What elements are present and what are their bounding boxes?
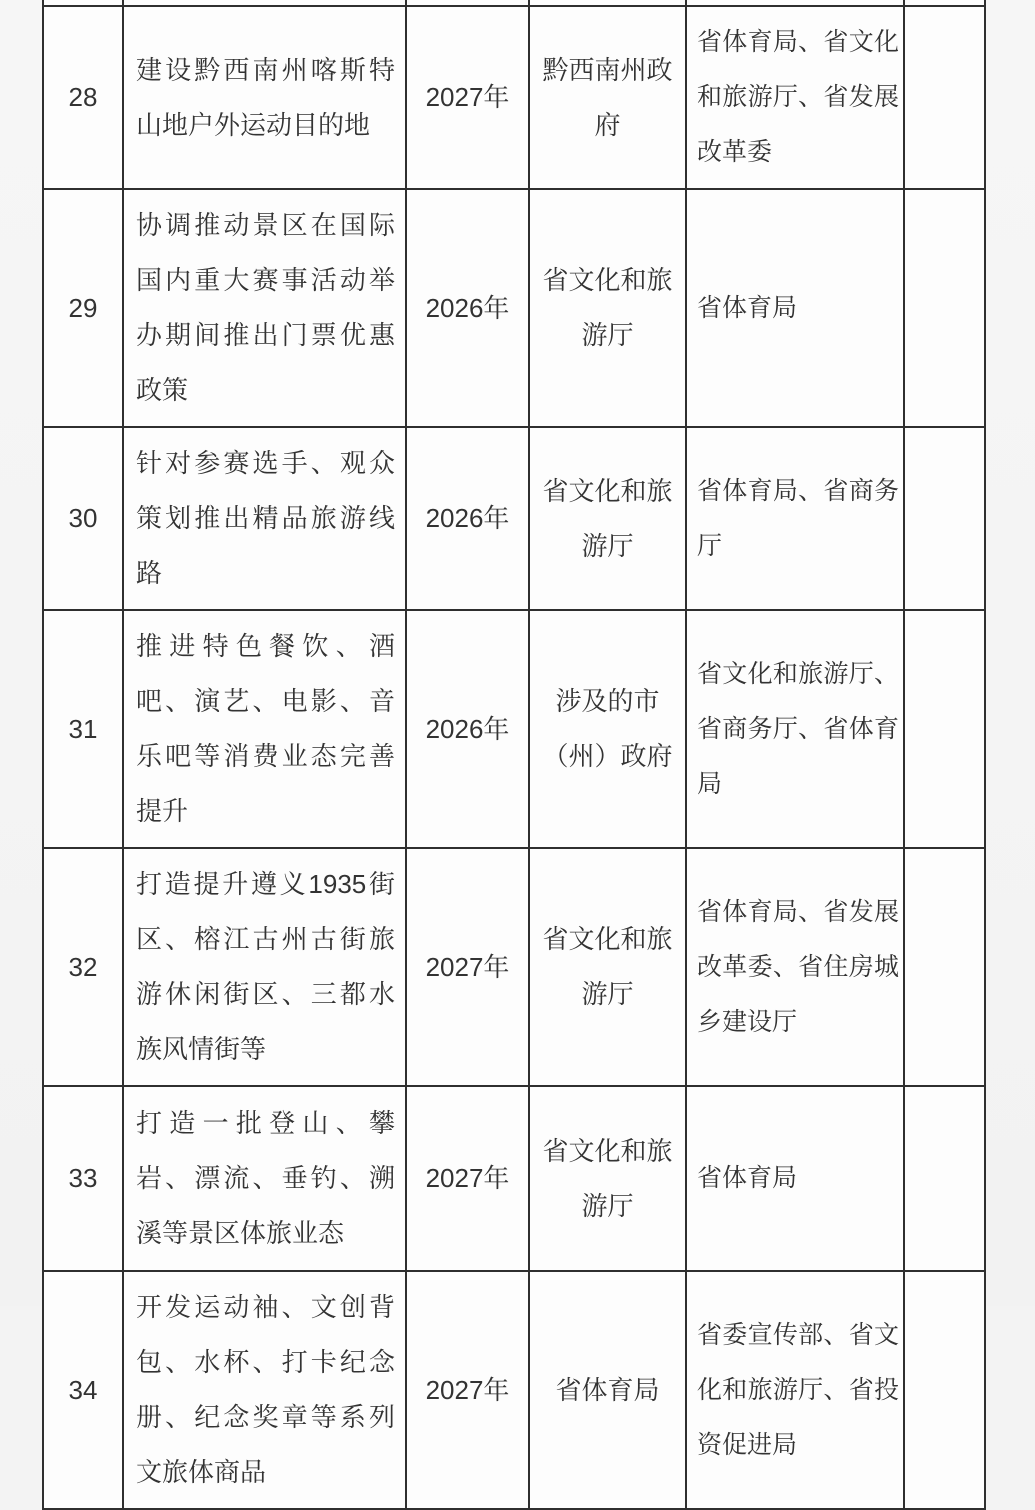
- table-row: [43, 189, 985, 427]
- task-cell: 打造一批登山、攀岩、漂流、垂钓、溯溪等景区体旅业态: [123, 1086, 406, 1271]
- row-number-cell: 30: [43, 427, 123, 610]
- empty-cell: [904, 427, 985, 610]
- table-row: [43, 610, 985, 848]
- coop-unit-cell: 省体育局、省商务厅: [686, 427, 904, 610]
- year-cell: 2027年: [406, 1086, 529, 1271]
- year-cell: 2027年: [406, 848, 529, 1086]
- action-plan-table: [42, 0, 986, 1510]
- lead-unit-cell: 黔西南州政府: [529, 6, 686, 189]
- row-number-cell: 29: [43, 189, 123, 427]
- coop-unit-cell: 省体育局: [686, 1086, 904, 1271]
- table-row: [43, 427, 985, 610]
- task-cell: 针对参赛选手、观众策划推出精品旅游线路: [123, 427, 406, 610]
- lead-unit-cell: 省文化和旅游厅: [529, 1086, 686, 1271]
- coop-unit-cell: 省体育局、省发展改革委、省住房城乡建设厅: [686, 848, 904, 1086]
- year-cell: 2026年: [406, 427, 529, 610]
- empty-cell: [904, 610, 985, 848]
- task-cell: 打造提升遵义1935街区、榕江古州古街旅游休闲街区、三都水族风情街等: [123, 848, 406, 1086]
- task-cell: 建设黔西南州喀斯特山地户外运动目的地: [123, 6, 406, 189]
- task-cell: 开发运动袖、文创背包、水杯、打卡纪念册、纪念奖章等系列文旅体商品: [123, 1271, 406, 1509]
- coop-unit-cell: 省文化和旅游厅、省商务厅、省体育局: [686, 610, 904, 848]
- empty-cell: [904, 6, 985, 189]
- coop-unit-cell: 省委宣传部、省文化和旅游厅、省投资促进局: [686, 1271, 904, 1509]
- lead-unit-cell: 省文化和旅游厅: [529, 848, 686, 1086]
- empty-cell: [904, 1271, 985, 1509]
- table-row: [43, 6, 985, 189]
- task-cell: 协调推动景区在国际国内重大赛事活动举办期间推出门票优惠政策: [123, 189, 406, 427]
- empty-cell: [904, 189, 985, 427]
- year-cell: 2027年: [406, 6, 529, 189]
- row-number-cell: 34: [43, 1271, 123, 1509]
- table-row: [43, 848, 985, 1086]
- task-cell: 推进特色餐饮、酒吧、演艺、电影、音乐吧等消费业态完善提升: [123, 610, 406, 848]
- coop-unit-cell: 省体育局、省文化和旅游厅、省发展改革委: [686, 6, 904, 189]
- row-number-cell: 28: [43, 6, 123, 189]
- empty-cell: [904, 1086, 985, 1271]
- year-cell: 2026年: [406, 189, 529, 427]
- row-number-cell: 32: [43, 848, 123, 1086]
- empty-cell: [904, 848, 985, 1086]
- row-number-cell: 31: [43, 610, 123, 848]
- year-cell: 2026年: [406, 610, 529, 848]
- coop-unit-cell: 省体育局: [686, 189, 904, 427]
- lead-unit-cell: 省文化和旅游厅: [529, 189, 686, 427]
- year-cell: 2027年: [406, 1271, 529, 1509]
- table-row: [43, 1271, 985, 1509]
- lead-unit-cell: 涉及的市（州）政府: [529, 610, 686, 848]
- lead-unit-cell: 省文化和旅游厅: [529, 427, 686, 610]
- table-row: [43, 1086, 985, 1271]
- row-number-cell: 33: [43, 1086, 123, 1271]
- lead-unit-cell: 省体育局: [529, 1271, 686, 1509]
